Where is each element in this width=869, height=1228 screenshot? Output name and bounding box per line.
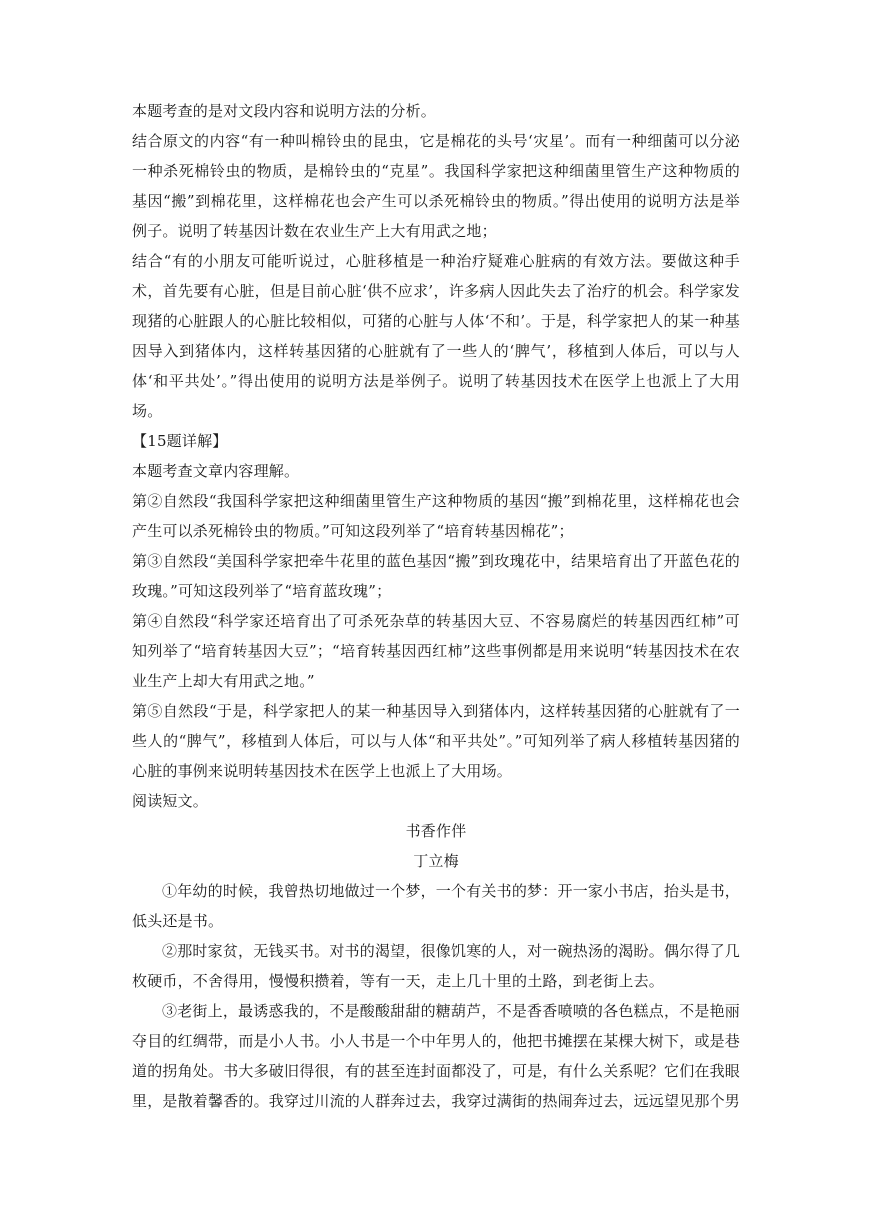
analysis-15-p2: 第②自然段“我国科学家把这种细菌里管生产这种物质的基因“搬”到棉花里，这样棉花也会产生可以杀死棉铃虫的物质。”可知这段列举了“培育转基因棉花”； [132, 492, 740, 540]
analysis-15-p4: 第④自然段“科学家还培育出了可杀死杂草的转基因大豆、不容易腐烂的转基因西红柿”可知列举了“培育转基因大豆”；“培育转基因西红柿”这些事例都是用来说明“转基因技术在农业生产上却大有用武之地。” [132, 612, 740, 690]
reading-author: 丁立梅 [413, 852, 459, 870]
analysis-14-line1: 本题考查的是对文段内容和说明方法的分析。 [132, 102, 437, 120]
analysis-14-para-a: 结合原文的内容“有一种叫棉铃虫的昆虫，它是棉花的头号‘灾星’。而有一种细菌可以分泌一种杀死棉铃虫的物质，是棉铃虫的“克星”。我国科学家把这种细菌里管生产这种物质的基因“搬”到棉花里，这样棉花也会产生可以杀死棉铃虫的物质。”得出使用的说明方法是举例子。说明了转基因计数在农业生产上大有用武之地； [132, 132, 740, 240]
reading-paragraph-3: ③老街上，最诱惑我的，不是酸酸甜甜的糖葫芦，不是香香喷喷的各色糕点，不是艳丽夺目的红绸带，而是小人书。小人书是一个中年男人的，他把书摊摆在某棵大树下，或是巷道的拐角处。书大多破旧得很，有的甚至连封面都没了，可是，有什么关系呢？它们在我眼里，是散着馨香的。我穿过川流的人群奔过去，我穿过满街的热闹奔过去，远远望见那个男 [132, 1002, 741, 1110]
analysis-15-line1: 本题考查文章内容理解。 [132, 462, 300, 480]
analysis-15-p5: 第⑤自然段“于是，科学家把人的某一种基因导入到猪体内，这样转基因猪的心脏就有了一些人的“脾气”，移植到人体后，可以与人体“和平共处”。”可知列举了病人移植转基因猪的心脏的事例来说明转基因技术在医学上也派上了大用场。 [132, 702, 740, 780]
analysis-15-p3: 第③自然段“美国科学家把牵牛花里的蓝色基因“搬”到玫瑰花中，结果培育出了开蓝色花的玫瑰。”可知这段列举了“培育蓝玫瑰”； [132, 552, 740, 600]
document-body [132, 96, 740, 1116]
reading-title: 书香作伴 [405, 822, 467, 840]
analysis-14-para-b: 结合“有的小朋友可能听说过，心脏移植是一种治疗疑难心脏病的有效方法。要做这种手术，首先要有心脏，但是目前心脏‘供不应求’，许多病人因此失去了治疗的机会。科学家发现猪的心脏跟人的心脏比较相似，可猪的心脏与人体‘不和’。于是，科学家把人的某一种基因导入到猪体内，这样转基因猪的心脏就有了一些人的‘脾气’，移植到人体后，可以与人体‘和平共处’。”得出使用的说明方法是举例子。说明了转基因技术在医学上也派上了大用场。 [132, 252, 740, 420]
analysis-15-heading: 【15题详解】 [132, 432, 228, 450]
reading-paragraph-1: ①年幼的时候，我曾热切地做过一个梦，一个有关书的梦：开一家小书店，抬头是书，低头还是书。 [132, 882, 740, 930]
reading-intro: 阅读短文。 [132, 792, 209, 810]
reading-paragraph-2: ②那时家贫，无钱买书。对书的渴望，很像饥寒的人，对一碗热汤的渴盼。偶尔得了几枚硬币，不舍得用，慢慢积攒着，等有一天，走上几十里的土路，到老街上去。 [132, 942, 740, 990]
